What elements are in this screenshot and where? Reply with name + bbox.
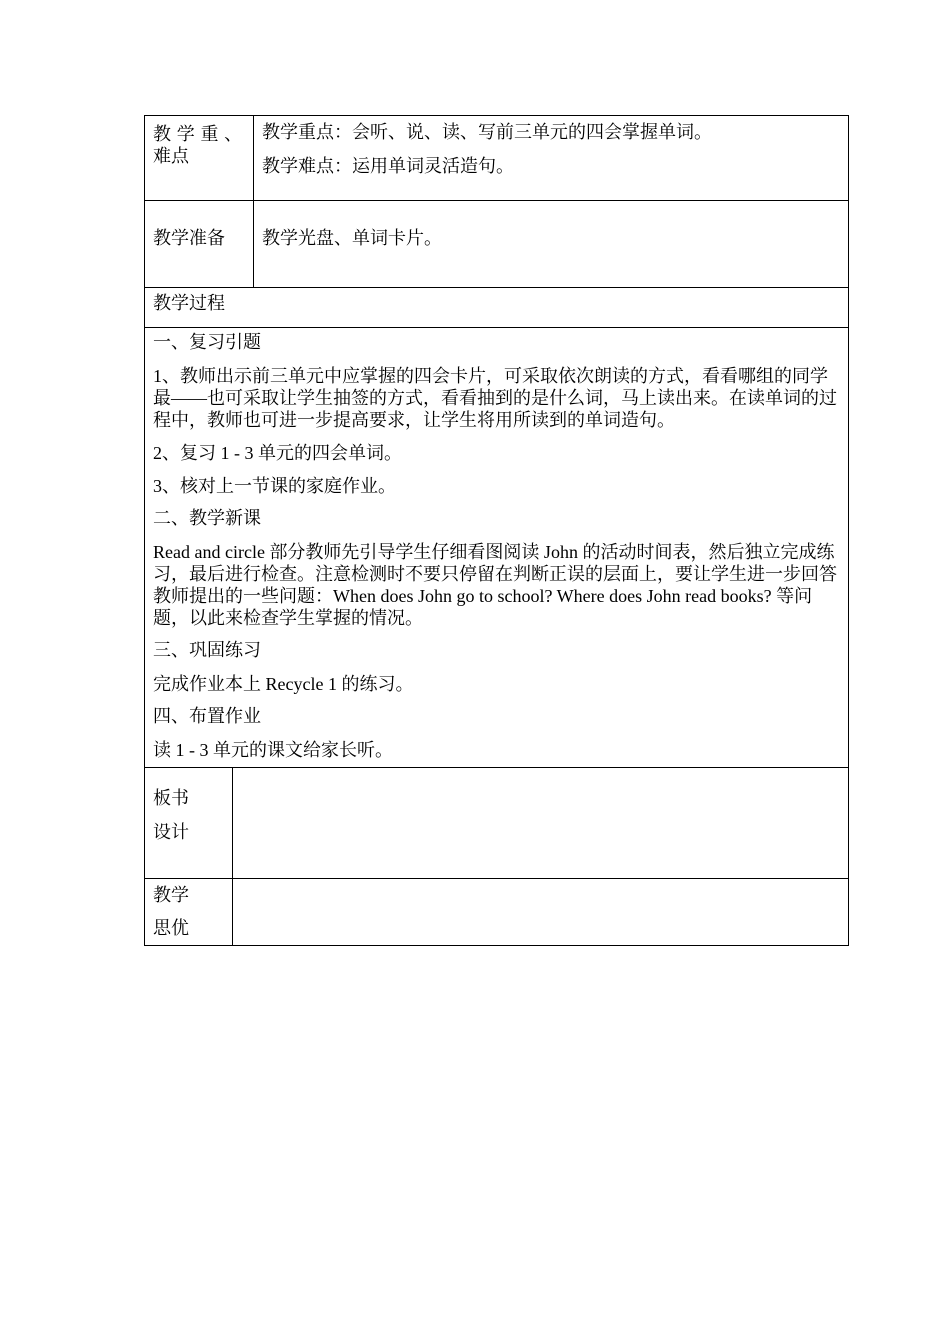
key-points-label-cell (145, 116, 254, 201)
section3-title: 三、巩固练习 (153, 640, 261, 661)
preparation-label-cell (145, 201, 254, 288)
board-design-content-cell (232, 768, 848, 878)
board-design-wrap (145, 768, 849, 879)
key-points-label-line1: 教 学 重 、 (153, 124, 243, 145)
section1-title: 一、复习引题 (153, 332, 261, 353)
reflection-label-cell (145, 879, 232, 945)
board-design-label-cell (145, 768, 232, 878)
board-design-label-line1: 板书 (153, 788, 189, 809)
process-body-row (145, 328, 849, 768)
section1-item3: 3、核对上一节课的家庭作业。 (153, 476, 396, 496)
reflection-label-line1: 教学 (153, 885, 189, 906)
reflection-inner (145, 879, 848, 945)
lesson-plan-sheet (144, 115, 848, 946)
preparation-content-cell (254, 201, 849, 288)
section4-title: 四、布置作业 (153, 706, 261, 727)
key-points-row (145, 116, 849, 201)
process-header-cell (145, 288, 849, 328)
section3-body: 完成作业本上 Recycle 1 的练习。 (153, 674, 414, 694)
key-points-label-line2: 难点 (153, 146, 189, 167)
preparation-content: 教学光盘、单词卡片。 (262, 228, 442, 249)
section1-item1: 1、教师出示前三单元中应掌握的四会卡片，可采取依次朗读的方式，看看哪组的同学最——也可采取让学生抽签的方式，看看抽到的是什么词，马上读出来。在读单词的过程中，教师也可进一步提高要求，让学生将用所读到的单词造句。 (153, 366, 837, 430)
key-point-line: 教学重点：会听、说、读、写前三单元的四会掌握单词。 (262, 122, 712, 143)
section2-body: Read and circle 部分教师先引导学生仔细看图阅读 John 的活动时间表，然后独立完成练习，最后进行检查。注意检测时不要只停留在判断正误的层面上，要让学生进一步回答教师提出的一些问题：When does John go to school? Where does John read books? 等问题，以此来检查学生掌握的情况。 (153, 542, 837, 628)
preparation-label: 教学准备 (153, 228, 225, 249)
process-header-row (145, 288, 849, 328)
reflection-wrap (145, 879, 849, 946)
section2-title: 二、教学新课 (153, 508, 261, 529)
difficulty-line: 教学难点：运用单词灵活造句。 (262, 156, 514, 177)
preparation-row (145, 201, 849, 288)
section1-item2: 2、复习 1 - 3 单元的四会单词。 (153, 443, 402, 463)
lesson-plan-table (144, 115, 849, 946)
process-body-cell (145, 328, 849, 768)
board-design-row (145, 768, 849, 879)
board-design-label-line2: 设计 (153, 822, 189, 843)
board-design-inner (145, 768, 848, 878)
section4-body: 读 1 - 3 单元的课文给家长听。 (153, 740, 393, 760)
reflection-row (145, 879, 849, 946)
key-points-content-cell (254, 116, 849, 201)
reflection-label-line2: 思优 (153, 918, 189, 939)
reflection-content-cell (232, 879, 848, 945)
process-header: 教学过程 (153, 293, 225, 314)
